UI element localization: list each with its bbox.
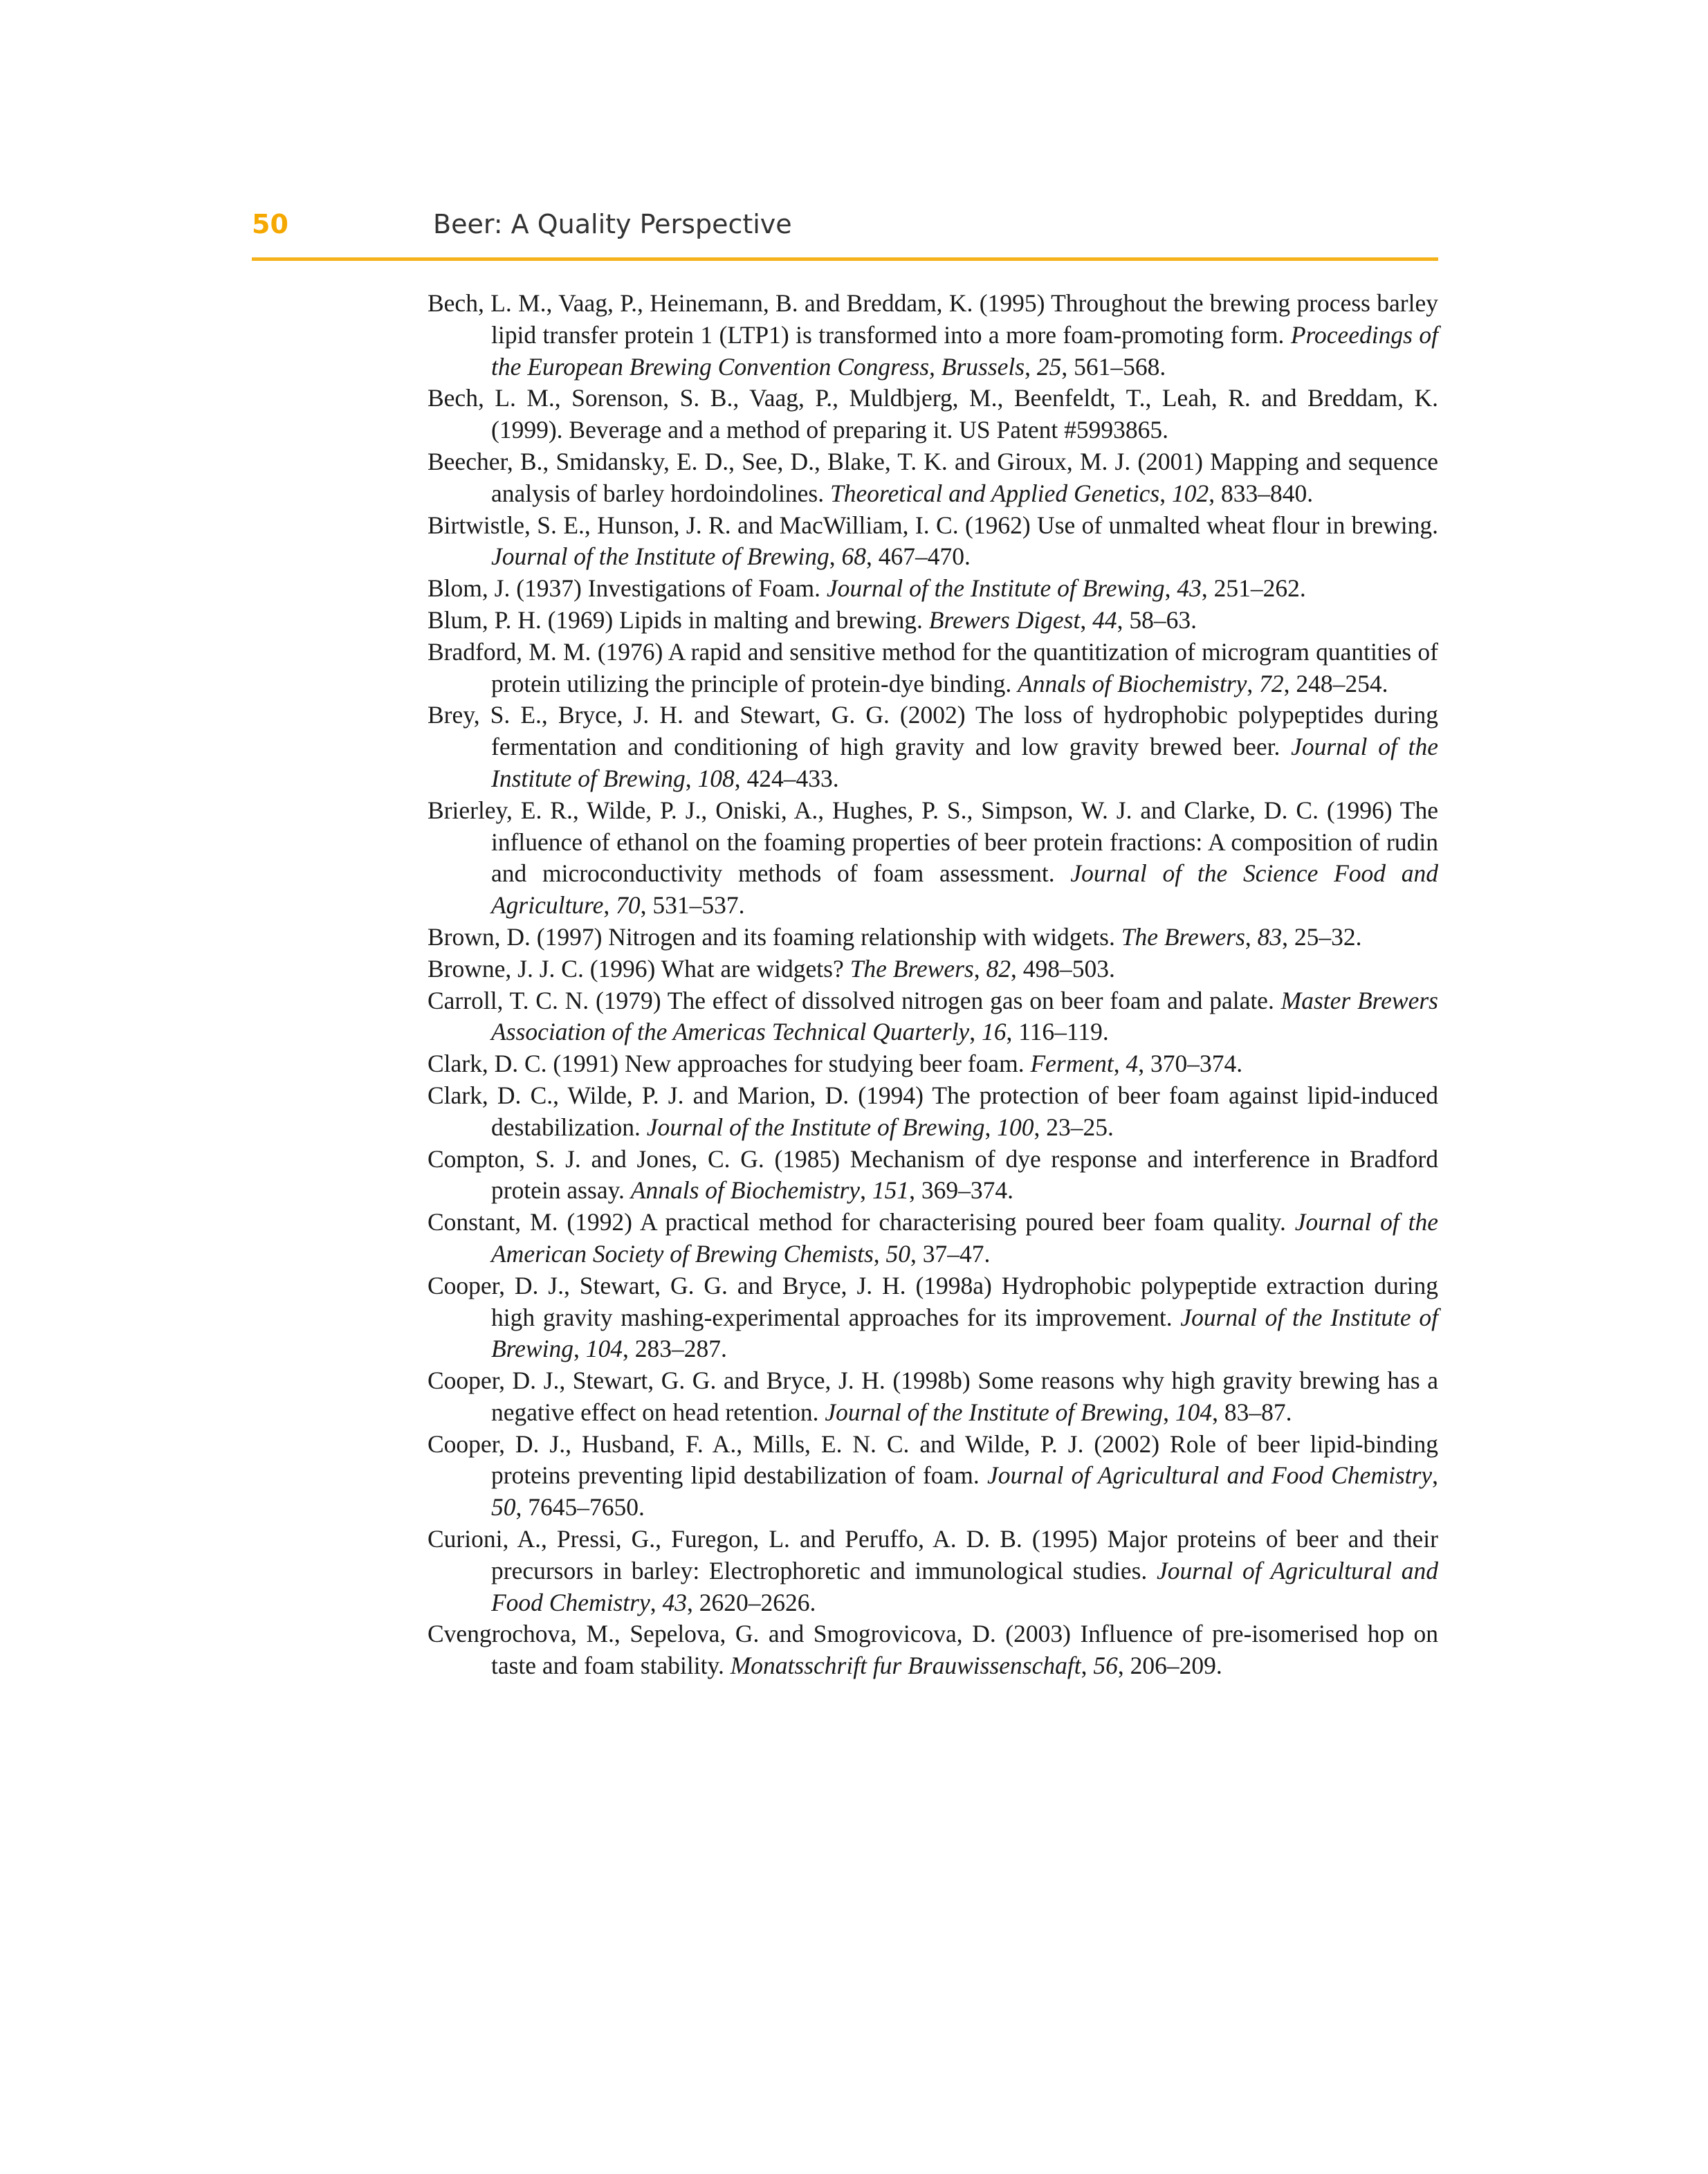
reference-separator: , — [860, 1176, 872, 1205]
reference-text: Cooper, D. J., Stewart, G. G. and Bryce, J. H. (1998a) Hydrophobic polypeptide extraction during high gravity mashing-experimental approaches for its improvement. — [428, 1271, 1438, 1331]
reference-text: Browne, J. J. C. (1996) What are widgets? — [428, 954, 850, 983]
reference-journal: Journal of Agricultural and Food Chemistry — [986, 1461, 1433, 1490]
reference-separator: , — [650, 1588, 663, 1616]
page-header — [252, 206, 1438, 259]
reference-pages: , 25–32. — [1282, 922, 1362, 951]
reference-entry — [428, 510, 1438, 574]
reference-volume: 108 — [697, 764, 735, 792]
reference-journal: Journal of the American Society of Brewing Chemists — [491, 1208, 1438, 1268]
reference-separator: , — [573, 1335, 586, 1363]
reference-separator: , — [1159, 479, 1172, 507]
reference-text: Cvengrochova, M., Sepelova, G. and Smogrovicova, D. (2003) Influence of pre-isomerised hop on taste and foam stability. — [428, 1620, 1438, 1680]
reference-pages: , 370–374. — [1138, 1050, 1243, 1078]
reference-separator: , — [873, 1239, 886, 1268]
reference-separator: , — [1113, 1050, 1126, 1078]
reference-text: Bech, L. M., Sorenson, S. B., Vaag, P., Muldbjerg, M., Beenfeldt, T., Leah, R. and Breddam, K. (1999). Beverage and a method of preparing it. US Patent #5993865. — [428, 384, 1438, 444]
reference-text: Clark, D. C. (1991) New approaches for studying beer foam. — [428, 1050, 1031, 1078]
reference-volume: 16 — [981, 1018, 1007, 1046]
reference-entry — [428, 637, 1438, 700]
reference-pages: , 369–374. — [909, 1176, 1013, 1205]
reference-separator: , — [1245, 922, 1258, 951]
reference-text: Compton, S. J. and Jones, C. G. (1985) Mechanism of dye response and interference in Bradford protein assay. — [428, 1144, 1438, 1205]
reference-separator: , — [969, 1018, 982, 1046]
reference-pages: , 2620–2626. — [687, 1588, 816, 1616]
reference-pages: , 206–209. — [1117, 1652, 1222, 1680]
reference-volume: 100 — [997, 1113, 1034, 1141]
reference-volume: 104 — [1175, 1398, 1213, 1426]
reference-text: Beecher, B., Smidansky, E. D., See, D., Blake, T. K. and Giroux, M. J. (2001) Mapping and sequence analysis of barley hordoindolines. — [428, 447, 1438, 507]
reference-volume: 50 — [491, 1493, 516, 1522]
reference-separator: , — [603, 891, 616, 920]
reference-volume: 56 — [1093, 1652, 1118, 1680]
reference-volume: 102 — [1171, 479, 1209, 507]
reference-pages: , 283–287. — [622, 1335, 727, 1363]
reference-journal: Journal of the Institute of Brewing — [825, 1398, 1164, 1426]
reference-volume: 82 — [986, 954, 1011, 983]
reference-text: Curioni, A., Pressi, G., Furegon, L. and Peruffo, A. D. B. (1995) Major proteins of beer and their precursors in barley: Electrophoretic and immunological studies. — [428, 1525, 1438, 1584]
reference-entry — [428, 953, 1438, 985]
reference-text: Bradford, M. M. (1976) A rapid and sensitive method for the quantitization of microgram quantities of protein utilizing the principle of protein-dye binding. — [428, 637, 1438, 697]
reference-entry — [428, 1207, 1438, 1270]
reference-separator: , — [1080, 605, 1093, 634]
reference-separator: , — [1164, 574, 1177, 603]
reference-pages: , 116–119. — [1006, 1018, 1109, 1046]
reference-pages: , 561–568. — [1061, 352, 1166, 381]
reference-volume: 151 — [872, 1176, 910, 1205]
reference-entry — [428, 573, 1438, 605]
reference-journal: Monatsschrift fur Brauwissenschaft — [730, 1652, 1081, 1680]
reference-pages: , 424–433. — [734, 764, 839, 792]
reference-pages: , 833–840. — [1209, 479, 1314, 507]
reference-pages: , 23–25. — [1034, 1113, 1114, 1141]
reference-text: Carroll, T. C. N. (1979) The effect of dissolved nitrogen gas on beer foam and palate. — [428, 986, 1281, 1014]
reference-journal: Journal of the Institute of Brewing — [491, 542, 829, 571]
reference-entry — [428, 1080, 1438, 1144]
reference-volume: 68 — [841, 542, 866, 571]
reference-entry — [428, 922, 1438, 953]
reference-journal: Journal of the Institute of Brewing — [826, 574, 1165, 603]
reference-separator: , — [1163, 1398, 1175, 1426]
reference-volume: 83 — [1257, 922, 1283, 951]
reference-journal: Brewers Digest — [928, 605, 1081, 634]
reference-journal: Annals of Biochemistry — [630, 1176, 861, 1205]
reference-separator: , — [973, 954, 986, 983]
reference-pages: , 37–47. — [910, 1239, 991, 1268]
reference-text: Cooper, D. J., Husband, F. A., Mills, E. N. C. and Wilde, P. J. (2002) Role of beer lipid-binding proteins preventing lipid destabilization of foam. — [428, 1429, 1438, 1490]
reference-entry — [428, 446, 1438, 510]
reference-journal: Journal of the Institute of Brewing — [491, 1303, 1438, 1363]
reference-text: Blum, P. H. (1969) Lipids in malting and brewing. — [428, 605, 929, 634]
reference-entry — [428, 1524, 1438, 1618]
reference-journal: Proceedings of the European Brewing Convention Congress, Brussels — [491, 320, 1438, 381]
reference-entry — [428, 1270, 1438, 1365]
reference-entry — [428, 605, 1438, 637]
reference-separator: , — [984, 1113, 998, 1141]
reference-volume: 43 — [662, 1588, 687, 1616]
reference-pages: , 248–254. — [1283, 669, 1388, 697]
reference-volume: 43 — [1177, 574, 1202, 603]
reference-journal: The Brewers — [850, 954, 974, 983]
reference-entry — [428, 383, 1438, 446]
reference-text: Blom, J. (1937) Investigations of Foam. — [428, 574, 827, 603]
reference-volume: 104 — [585, 1335, 623, 1363]
reference-volume: 4 — [1126, 1050, 1139, 1078]
reference-entry — [428, 288, 1438, 383]
running-title: Beer: A Quality Perspective — [433, 209, 792, 239]
reference-separator: , — [1025, 352, 1037, 381]
reference-text: Brown, D. (1997) Nitrogen and its foaming relationship with widgets. — [428, 922, 1121, 951]
reference-entry — [428, 1048, 1438, 1080]
reference-text: Constant, M. (1992) A practical method for characterising poured beer foam quality. — [428, 1208, 1295, 1236]
reference-pages: , 83–87. — [1212, 1398, 1292, 1426]
reference-volume: 44 — [1092, 605, 1117, 634]
reference-entry — [428, 1618, 1438, 1682]
reference-entry — [428, 1365, 1438, 1429]
reference-entry — [428, 985, 1438, 1049]
reference-separator: , — [685, 764, 698, 792]
reference-separator: , — [829, 542, 842, 571]
reference-separator: , — [1081, 1652, 1094, 1680]
reference-text: Brey, S. E., Bryce, J. H. and Stewart, G. G. (2002) The loss of hydrophobic polypeptides during fermentation and conditioning of high gravity and low gravity brewed beer. — [428, 701, 1438, 761]
reference-pages: , 7645–7650. — [515, 1493, 645, 1522]
reference-journal: Journal of the Science Food and Agriculture — [491, 859, 1438, 920]
page-number: 50 — [252, 209, 288, 239]
reference-entry — [428, 1429, 1438, 1524]
reference-entry — [428, 795, 1438, 922]
reference-volume: 25 — [1036, 352, 1062, 381]
reference-pages: , 251–262. — [1201, 574, 1306, 603]
reference-separator: , — [1247, 669, 1260, 697]
reference-pages: , 498–503. — [1011, 954, 1115, 983]
reference-separator: , — [1432, 1461, 1438, 1490]
reference-entry — [428, 1144, 1438, 1207]
reference-text: Brierley, E. R., Wilde, P. J., Oniski, A., Hughes, P. S., Simpson, W. J. and Clarke, D. C. (1996) The influence of ethanol on the foaming properties of beer protein fractions: A composition of rudin and microconductivity methods of foam assessment. — [428, 796, 1438, 888]
reference-text: Cooper, D. J., Stewart, G. G. and Bryce, J. H. (1998b) Some reasons why high gravity brewing has a negative effect on head retention. — [428, 1367, 1438, 1426]
reference-journal: The Brewers — [1121, 922, 1245, 951]
reference-volume: 70 — [616, 891, 641, 920]
reference-pages: , 467–470. — [865, 542, 971, 571]
reference-text: Clark, D. C., Wilde, P. J. and Marion, D. (1994) The protection of beer foam against lipid-induced destabilization. — [428, 1081, 1438, 1141]
reference-journal: Journal of the Institute of Brewing — [491, 733, 1438, 792]
reference-pages: , 531–537. — [640, 891, 745, 920]
reference-journal: Journal of the Institute of Brewing — [646, 1113, 985, 1141]
reference-text: Birtwistle, S. E., Hunson, J. R. and MacWilliam, I. C. (1962) Use of unmalted wheat flour in brewing. — [428, 511, 1438, 539]
reference-volume: 72 — [1259, 669, 1284, 697]
reference-journal: Theoretical and Applied Genetics — [830, 479, 1160, 507]
reference-volume: 50 — [885, 1239, 911, 1268]
reference-journal: Annals of Biochemistry — [1018, 669, 1247, 697]
reference-journal: Master Brewers Association of the Americas Technical Quarterly — [491, 986, 1439, 1046]
reference-journal: Journal of Agricultural and Food Chemistry — [491, 1556, 1439, 1616]
reference-pages: , 58–63. — [1117, 605, 1197, 634]
reference-list — [428, 288, 1438, 1682]
reference-text: Bech, L. M., Vaag, P., Heinemann, B. and Breddam, K. (1995) Throughout the brewing process barley lipid transfer protein 1 (LTP1) is transformed into a more foam-promoting form. — [428, 289, 1438, 349]
reference-journal: Ferment — [1030, 1050, 1114, 1078]
header-rule — [252, 257, 1438, 261]
reference-entry — [428, 700, 1438, 794]
